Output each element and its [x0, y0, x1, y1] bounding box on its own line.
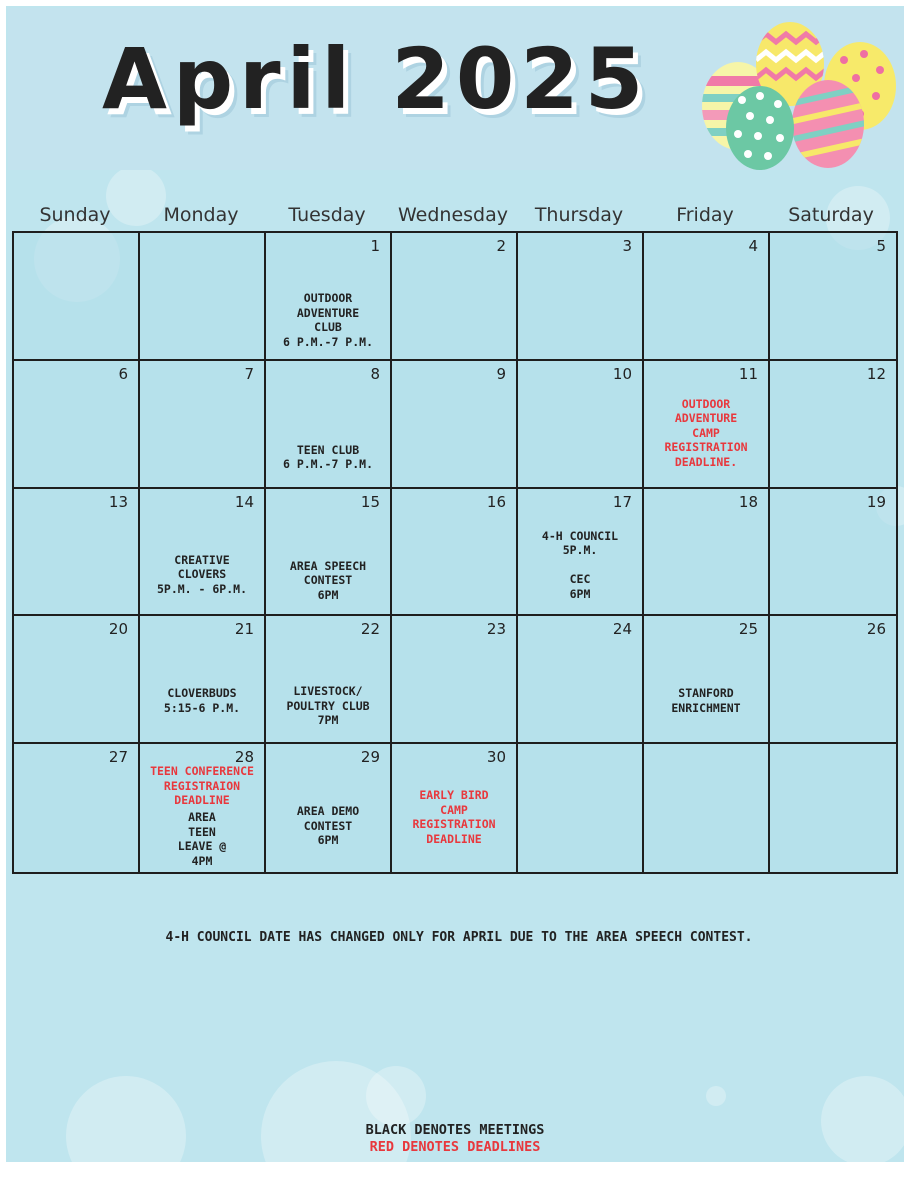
easter-eggs-icon	[680, 16, 910, 172]
day-number: 28	[234, 748, 254, 767]
deadline-event: TEEN CONFERENCE REGISTRAION DEADLINE	[150, 764, 254, 808]
meeting-event: AREA TEEN LEAVE @ 4PM	[177, 810, 227, 868]
day-number: 8	[370, 364, 380, 383]
weekday-saturday: Saturday	[788, 204, 874, 226]
day-cell[interactable]	[644, 489, 770, 617]
day-number: 23	[486, 620, 506, 639]
day-cell[interactable]	[518, 744, 644, 872]
day-cell[interactable]	[140, 616, 266, 744]
day-cell[interactable]	[518, 361, 644, 489]
day-cell[interactable]	[392, 361, 518, 489]
day-number: 9	[496, 364, 506, 383]
day-cell[interactable]	[140, 489, 266, 617]
meeting-event: CREATIVE CLOVERS 5P.M. - 6P.M.	[156, 552, 247, 596]
meeting-event: OUTDOOR ADVENTURE CLUB 6 P.M.-7 P.M.	[282, 291, 373, 349]
day-cell[interactable]	[392, 233, 518, 361]
weekday-monday: Monday	[163, 204, 239, 226]
meeting-event: 4-H COUNCIL 5P.M. CEC 6PM	[541, 528, 619, 601]
day-cell[interactable]	[266, 233, 392, 361]
legend-meetings: BLACK DENOTES MEETINGS	[365, 1122, 545, 1138]
day-cell[interactable]	[14, 744, 140, 872]
day-number: 17	[612, 492, 632, 511]
day-number: 20	[108, 620, 128, 639]
weekday-sunday: Sunday	[39, 204, 111, 226]
day-number: 3	[622, 237, 632, 255]
day-number: 5	[876, 237, 886, 255]
day-number: 6	[118, 364, 128, 383]
day-number: 12	[866, 364, 886, 383]
day-number: 19	[866, 492, 886, 511]
day-cell[interactable]	[644, 361, 770, 489]
day-cell[interactable]	[266, 489, 392, 617]
meeting-event: LIVESTOCK/ POULTRY CLUB 7PM	[286, 684, 370, 728]
weekday-wednesday: Wednesday	[397, 204, 508, 226]
day-number: 13	[108, 492, 128, 511]
day-number: 2	[496, 237, 506, 255]
day-cell[interactable]	[392, 616, 518, 744]
day-number: 16	[486, 492, 506, 511]
day-cell[interactable]	[770, 233, 896, 361]
day-cell[interactable]	[770, 616, 896, 744]
schedule-change-notice: 4-H COUNCIL DATE HAS CHANGED ONLY FOR APRIL DUE TO THE AREA SPEECH CONTEST.	[165, 930, 753, 945]
weekday-thursday: Thursday	[534, 204, 624, 226]
deadline-event: OUTDOOR ADVENTURE CAMP REGISTRATION DEADLINE.	[664, 396, 748, 469]
day-cell[interactable]	[140, 233, 266, 361]
day-number: 24	[612, 620, 632, 639]
meeting-event: AREA SPEECH CONTEST 6PM	[289, 558, 367, 602]
day-cell[interactable]	[14, 233, 140, 361]
day-cell[interactable]	[770, 361, 896, 489]
day-number: 29	[360, 748, 380, 767]
legend-deadlines: RED DENOTES DEADLINES	[369, 1139, 541, 1155]
day-cell[interactable]	[14, 489, 140, 617]
day-number: 11	[738, 364, 758, 383]
day-cell[interactable]	[644, 233, 770, 361]
day-cell[interactable]	[140, 744, 266, 872]
day-number: 30	[486, 748, 506, 767]
color-legend	[0, 1122, 910, 1156]
calendar-grid	[12, 231, 898, 874]
day-number: 10	[612, 364, 632, 383]
day-number: 14	[234, 492, 254, 511]
day-number: 25	[738, 620, 758, 639]
day-number: 26	[866, 620, 886, 639]
day-cell[interactable]	[518, 233, 644, 361]
day-number: 18	[738, 492, 758, 511]
day-number: 15	[360, 492, 380, 511]
calendar-header	[8, 8, 904, 170]
day-cell[interactable]	[266, 616, 392, 744]
day-number: 4	[748, 237, 758, 255]
deadline-event: EARLY BIRD CAMP REGISTRATION DEADLINE	[412, 788, 496, 846]
meeting-event: CLOVERBUDS 5:15-6 P.M.	[163, 686, 241, 715]
day-cell[interactable]	[140, 361, 266, 489]
day-number: 27	[108, 748, 128, 767]
weekday-tuesday: Tuesday	[288, 204, 366, 226]
meeting-event: TEEN CLUB 6 P.M.-7 P.M.	[282, 442, 373, 472]
day-number: 1	[370, 237, 380, 255]
day-number: 7	[244, 364, 254, 383]
weekday-header-row	[12, 204, 896, 230]
day-cell[interactable]	[392, 489, 518, 617]
day-number: 22	[360, 620, 380, 639]
day-cell[interactable]	[770, 489, 896, 617]
day-cell[interactable]	[518, 489, 644, 617]
day-cell[interactable]	[644, 616, 770, 744]
meeting-event: STANFORD ENRICHMENT	[671, 686, 741, 715]
day-cell[interactable]	[392, 744, 518, 872]
meeting-event: AREA DEMO CONTEST 6PM	[296, 804, 360, 848]
day-cell[interactable]	[266, 361, 392, 489]
page-title: April 2025	[102, 30, 650, 128]
day-number: 21	[234, 620, 254, 639]
day-cell[interactable]	[518, 616, 644, 744]
day-cell[interactable]	[14, 361, 140, 489]
day-cell[interactable]	[14, 616, 140, 744]
weekday-friday: Friday	[676, 204, 734, 226]
day-cell[interactable]	[266, 744, 392, 872]
day-cell[interactable]	[644, 744, 770, 872]
day-cell[interactable]	[770, 744, 896, 872]
